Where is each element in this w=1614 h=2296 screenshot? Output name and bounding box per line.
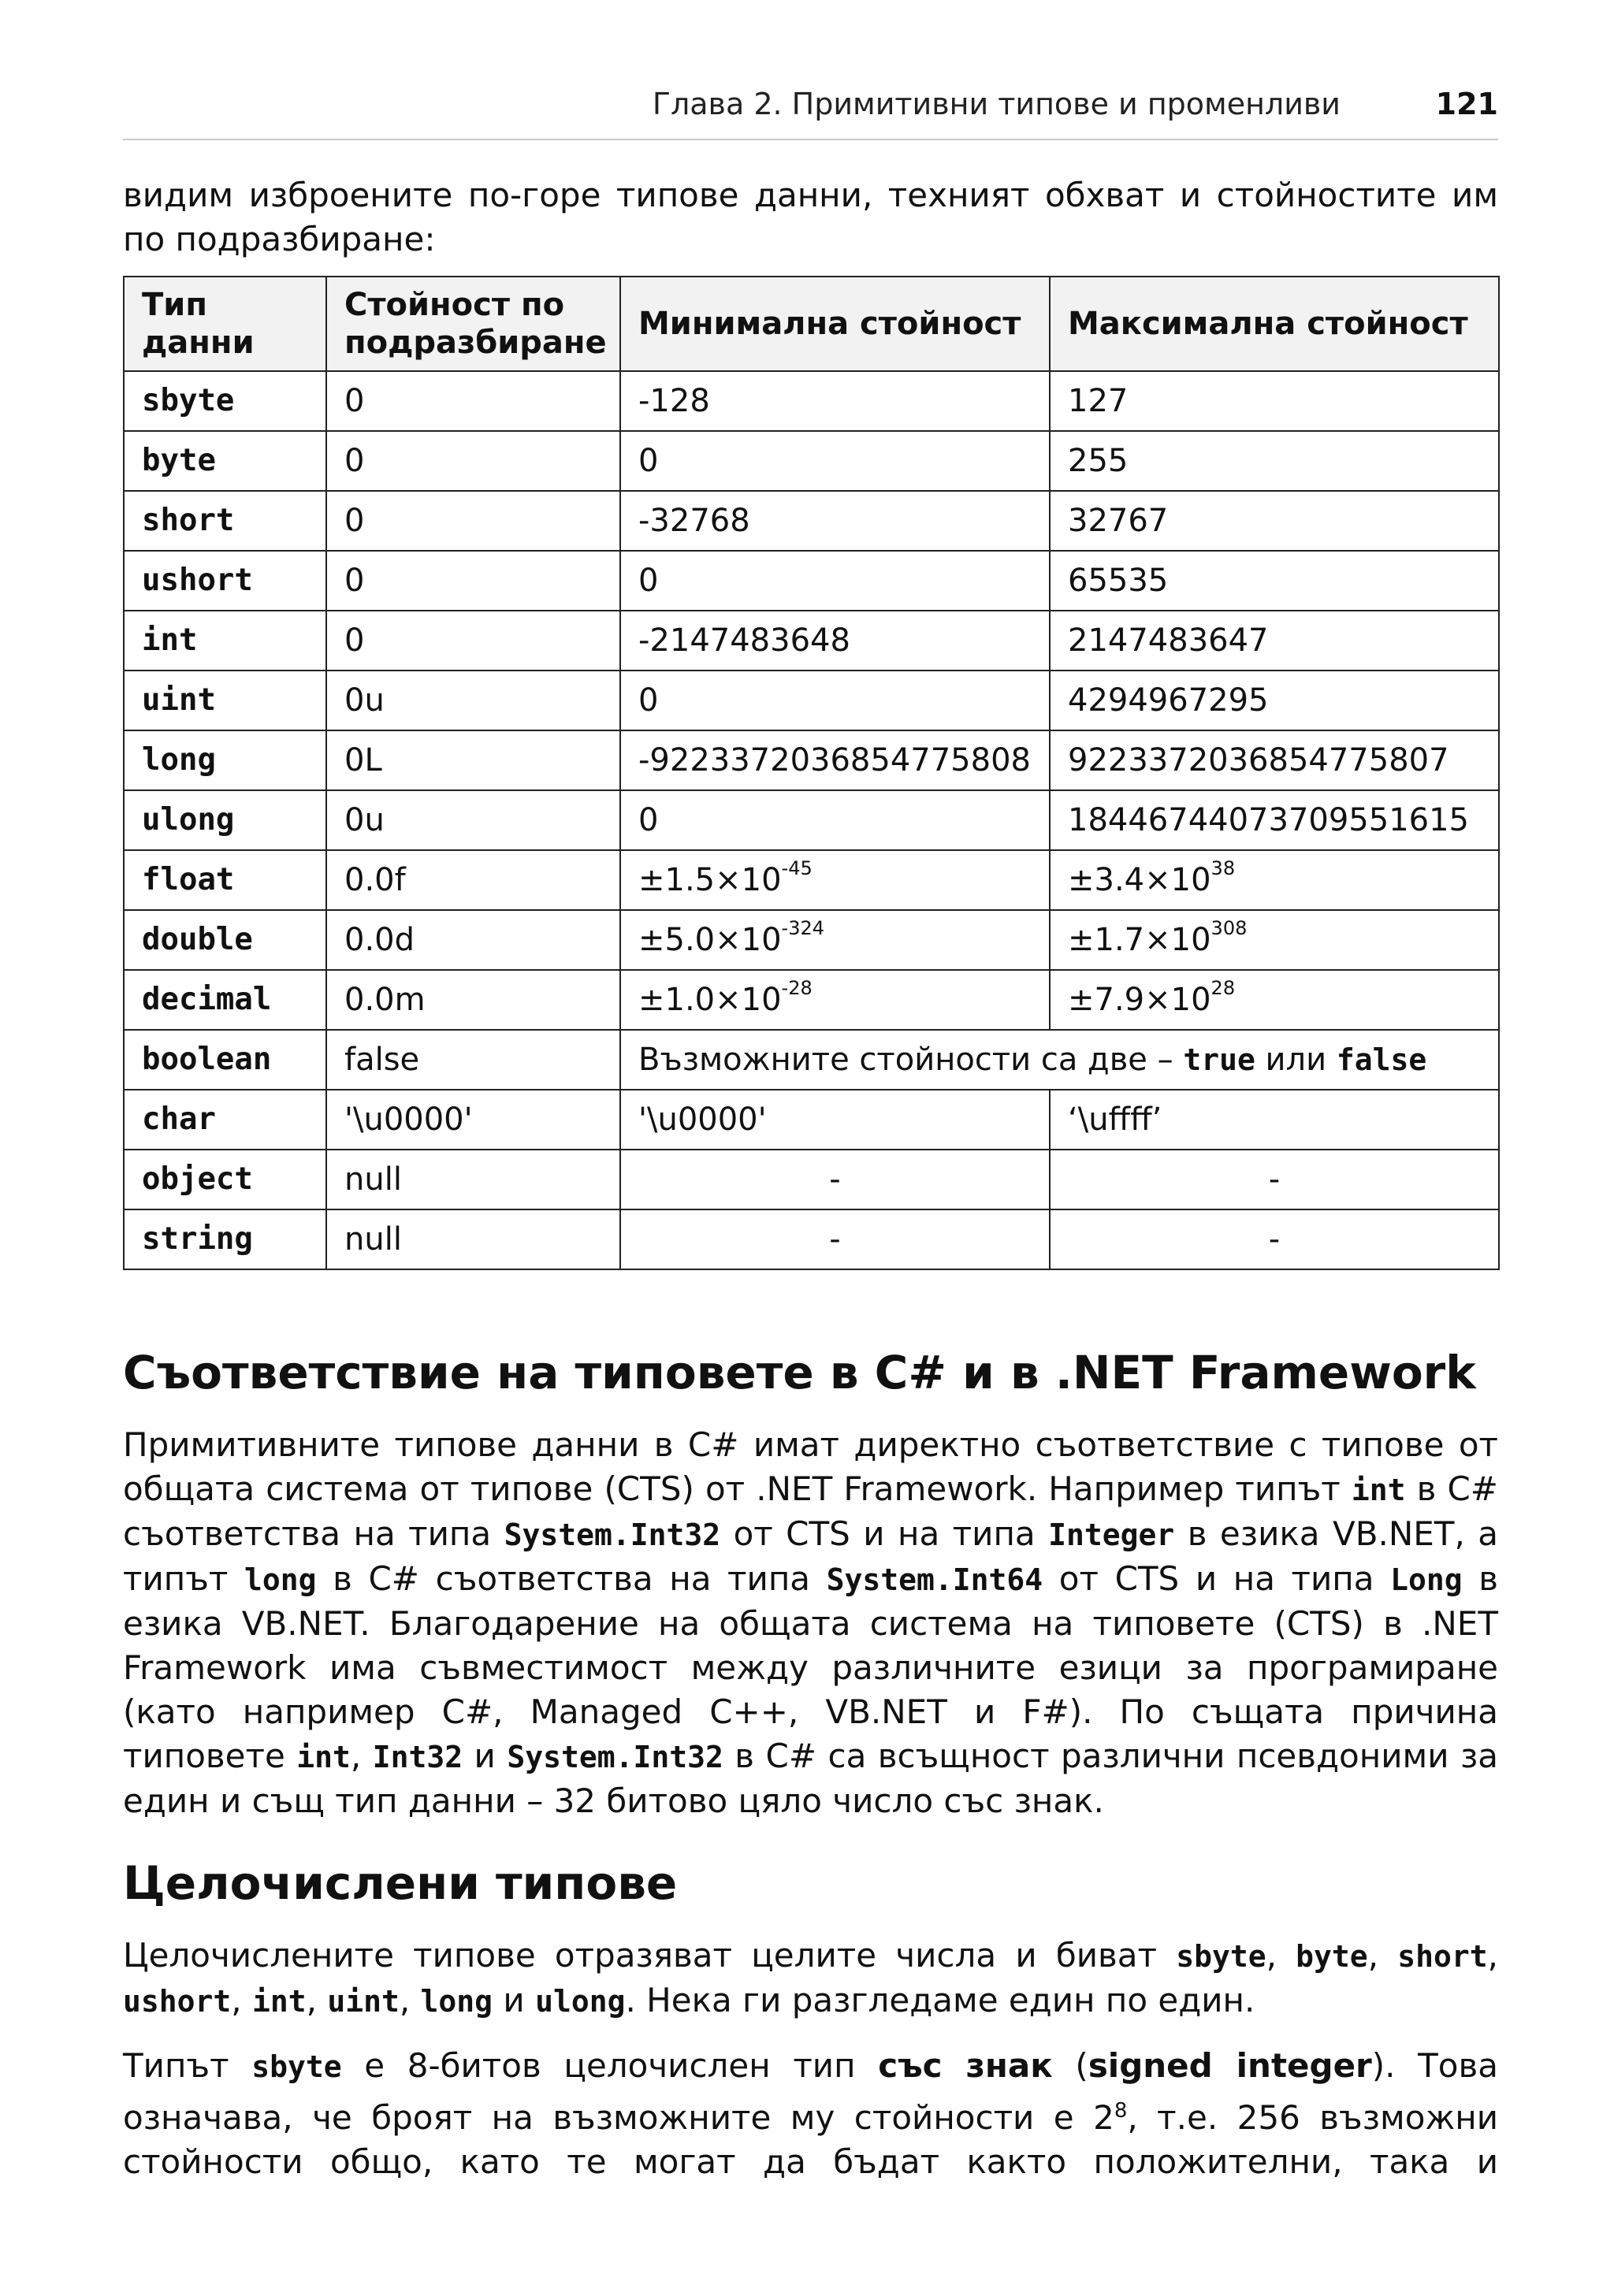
type-cell: ushort [124, 551, 326, 611]
max-cell: 127 [1050, 371, 1499, 431]
default-cell: 0 [326, 551, 620, 611]
min-cell: - [620, 1150, 1050, 1209]
table-row [124, 790, 1499, 850]
section-heading-integers: Целочислени типове [123, 1856, 678, 1910]
min-cell: $\pm 5.0\times 10^{-324}$ [620, 910, 1050, 970]
merged-range-cell: Възможните стойности са две – true или false [620, 1030, 1499, 1090]
table-row [124, 371, 1499, 431]
max-cell: $\pm 3.4\times 10^{38}$ [1050, 850, 1499, 910]
default-cell: 0u [326, 671, 620, 730]
type-cell: float [124, 850, 326, 910]
table-header-row [124, 277, 1499, 371]
table-row [124, 491, 1499, 551]
min-cell: '\u0000' [620, 1090, 1050, 1150]
page-number: 121 [1435, 87, 1498, 121]
type-cell: short [124, 491, 326, 551]
chapter-title: Глава 2. Примитивни типове и променливи [652, 87, 1341, 121]
min-cell: 0 [620, 431, 1050, 491]
default-cell: null [326, 1150, 620, 1209]
default-cell: '\u0000' [326, 1090, 620, 1150]
header-min: Минимална стойност [620, 277, 1050, 371]
data-types-table [123, 276, 1500, 1270]
min-cell: $\pm 1.0\times 10^{-28}$ [620, 970, 1050, 1030]
table-row [124, 1150, 1499, 1209]
default-cell: 0 [326, 491, 620, 551]
max-cell: 255 [1050, 431, 1499, 491]
default-cell: false [326, 1030, 620, 1090]
table-row [124, 910, 1499, 970]
min-cell: -9223372036854775808 [620, 730, 1050, 790]
table-row [124, 1209, 1499, 1269]
table-row [124, 551, 1499, 611]
type-cell: int [124, 611, 326, 671]
table-row [124, 970, 1499, 1030]
default-cell: 0L [326, 730, 620, 790]
min-cell: - [620, 1209, 1050, 1269]
table-row [124, 611, 1499, 671]
max-cell: 2147483647 [1050, 611, 1499, 671]
max-cell: $\pm 7.9\times 10^{28}$ [1050, 970, 1499, 1030]
min-cell: -128 [620, 371, 1050, 431]
default-cell: 0 [326, 611, 620, 671]
type-cell: long [124, 730, 326, 790]
max-cell: $\pm 1.7\times 10^{308}$ [1050, 910, 1499, 970]
default-cell: null [326, 1209, 620, 1269]
type-cell: uint [124, 671, 326, 730]
table-row [124, 431, 1499, 491]
max-cell: 4294967295 [1050, 671, 1499, 730]
header-type: Тип данни [124, 277, 326, 371]
table-row [124, 850, 1499, 910]
max-cell: 65535 [1050, 551, 1499, 611]
table-row [124, 1030, 1499, 1090]
min-cell: 0 [620, 671, 1050, 730]
section-heading-cts: Съответствие на типовете в C# и в .NET Framework [123, 1346, 1476, 1399]
type-cell: ulong [124, 790, 326, 850]
table-row [124, 730, 1499, 790]
min-cell: $\pm 1.5\times 10^{-45}$ [620, 850, 1050, 910]
type-cell: string [124, 1209, 326, 1269]
type-cell: decimal [124, 970, 326, 1030]
max-cell: - [1050, 1150, 1499, 1209]
type-cell: byte [124, 431, 326, 491]
type-cell: double [124, 910, 326, 970]
integers-intro-paragraph: Целочислените типове отразяват целите числа и биват sbyte, byte, short, ushort, int, uint, long и ulong. Нека ги разгледаме един по един. [123, 1936, 1499, 2019]
intro-paragraph: видим изброените по-горе типове данни, техният обхват и стойностите им по подразбиране: [123, 176, 1498, 258]
default-cell: 0.0d [326, 910, 620, 970]
type-cell: object [124, 1150, 326, 1209]
max-cell: ‘\uffff’ [1050, 1090, 1499, 1150]
default-cell: 0 [326, 431, 620, 491]
type-cell: boolean [124, 1030, 326, 1090]
type-cell: char [124, 1090, 326, 1150]
min-cell: 0 [620, 551, 1050, 611]
min-cell: -2147483648 [620, 611, 1050, 671]
header-max: Максимална стойност [1050, 277, 1499, 371]
min-cell: 0 [620, 790, 1050, 850]
cts-paragraph: Примитивните типове данни в C# имат директно съответствие с типове от общата система от типове (CTS) от .NET Framework. Например типът int в C# съответства на типа System.Int32 от CTS и на типа Integer в езика VB.NET, а типът long в C# съответства на типа System.Int64 от CTS и на типа Long в езика VB.NET. Благодарение на общата система на типовете (CTS) в .NET Framework има съвместимост между различните езици за програмиране (като например C#, Managed C++, VB.NET и F#). По същата причина типовете int, Int32 и System.Int32 в C# са всъщност различни псевдоними за един и същ тип данни – 32 битово цяло число със знак. [123, 1425, 1499, 1820]
default-cell: 0.0f [326, 850, 620, 910]
table-row [124, 671, 1499, 730]
page-header [123, 82, 1498, 140]
sbyte-paragraph: Типът sbyte е 8-битов целочислен тип със знак (signed integer). Това означава, че броят на възможните му стойности е $2^8$, т.е. 256 възможни стойности общо, като те могат да бъдат както положителни, така и [123, 2046, 1499, 2181]
max-cell: - [1050, 1209, 1499, 1269]
max-cell: 18446744073709551615 [1050, 790, 1499, 850]
max-cell: 32767 [1050, 491, 1499, 551]
min-cell: -32768 [620, 491, 1050, 551]
header-default: Стойност по подразбиране [326, 277, 620, 371]
default-cell: 0.0m [326, 970, 620, 1030]
max-cell: 9223372036854775807 [1050, 730, 1499, 790]
table-row [124, 1090, 1499, 1150]
default-cell: 0 [326, 371, 620, 431]
default-cell: 0u [326, 790, 620, 850]
type-cell: sbyte [124, 371, 326, 431]
